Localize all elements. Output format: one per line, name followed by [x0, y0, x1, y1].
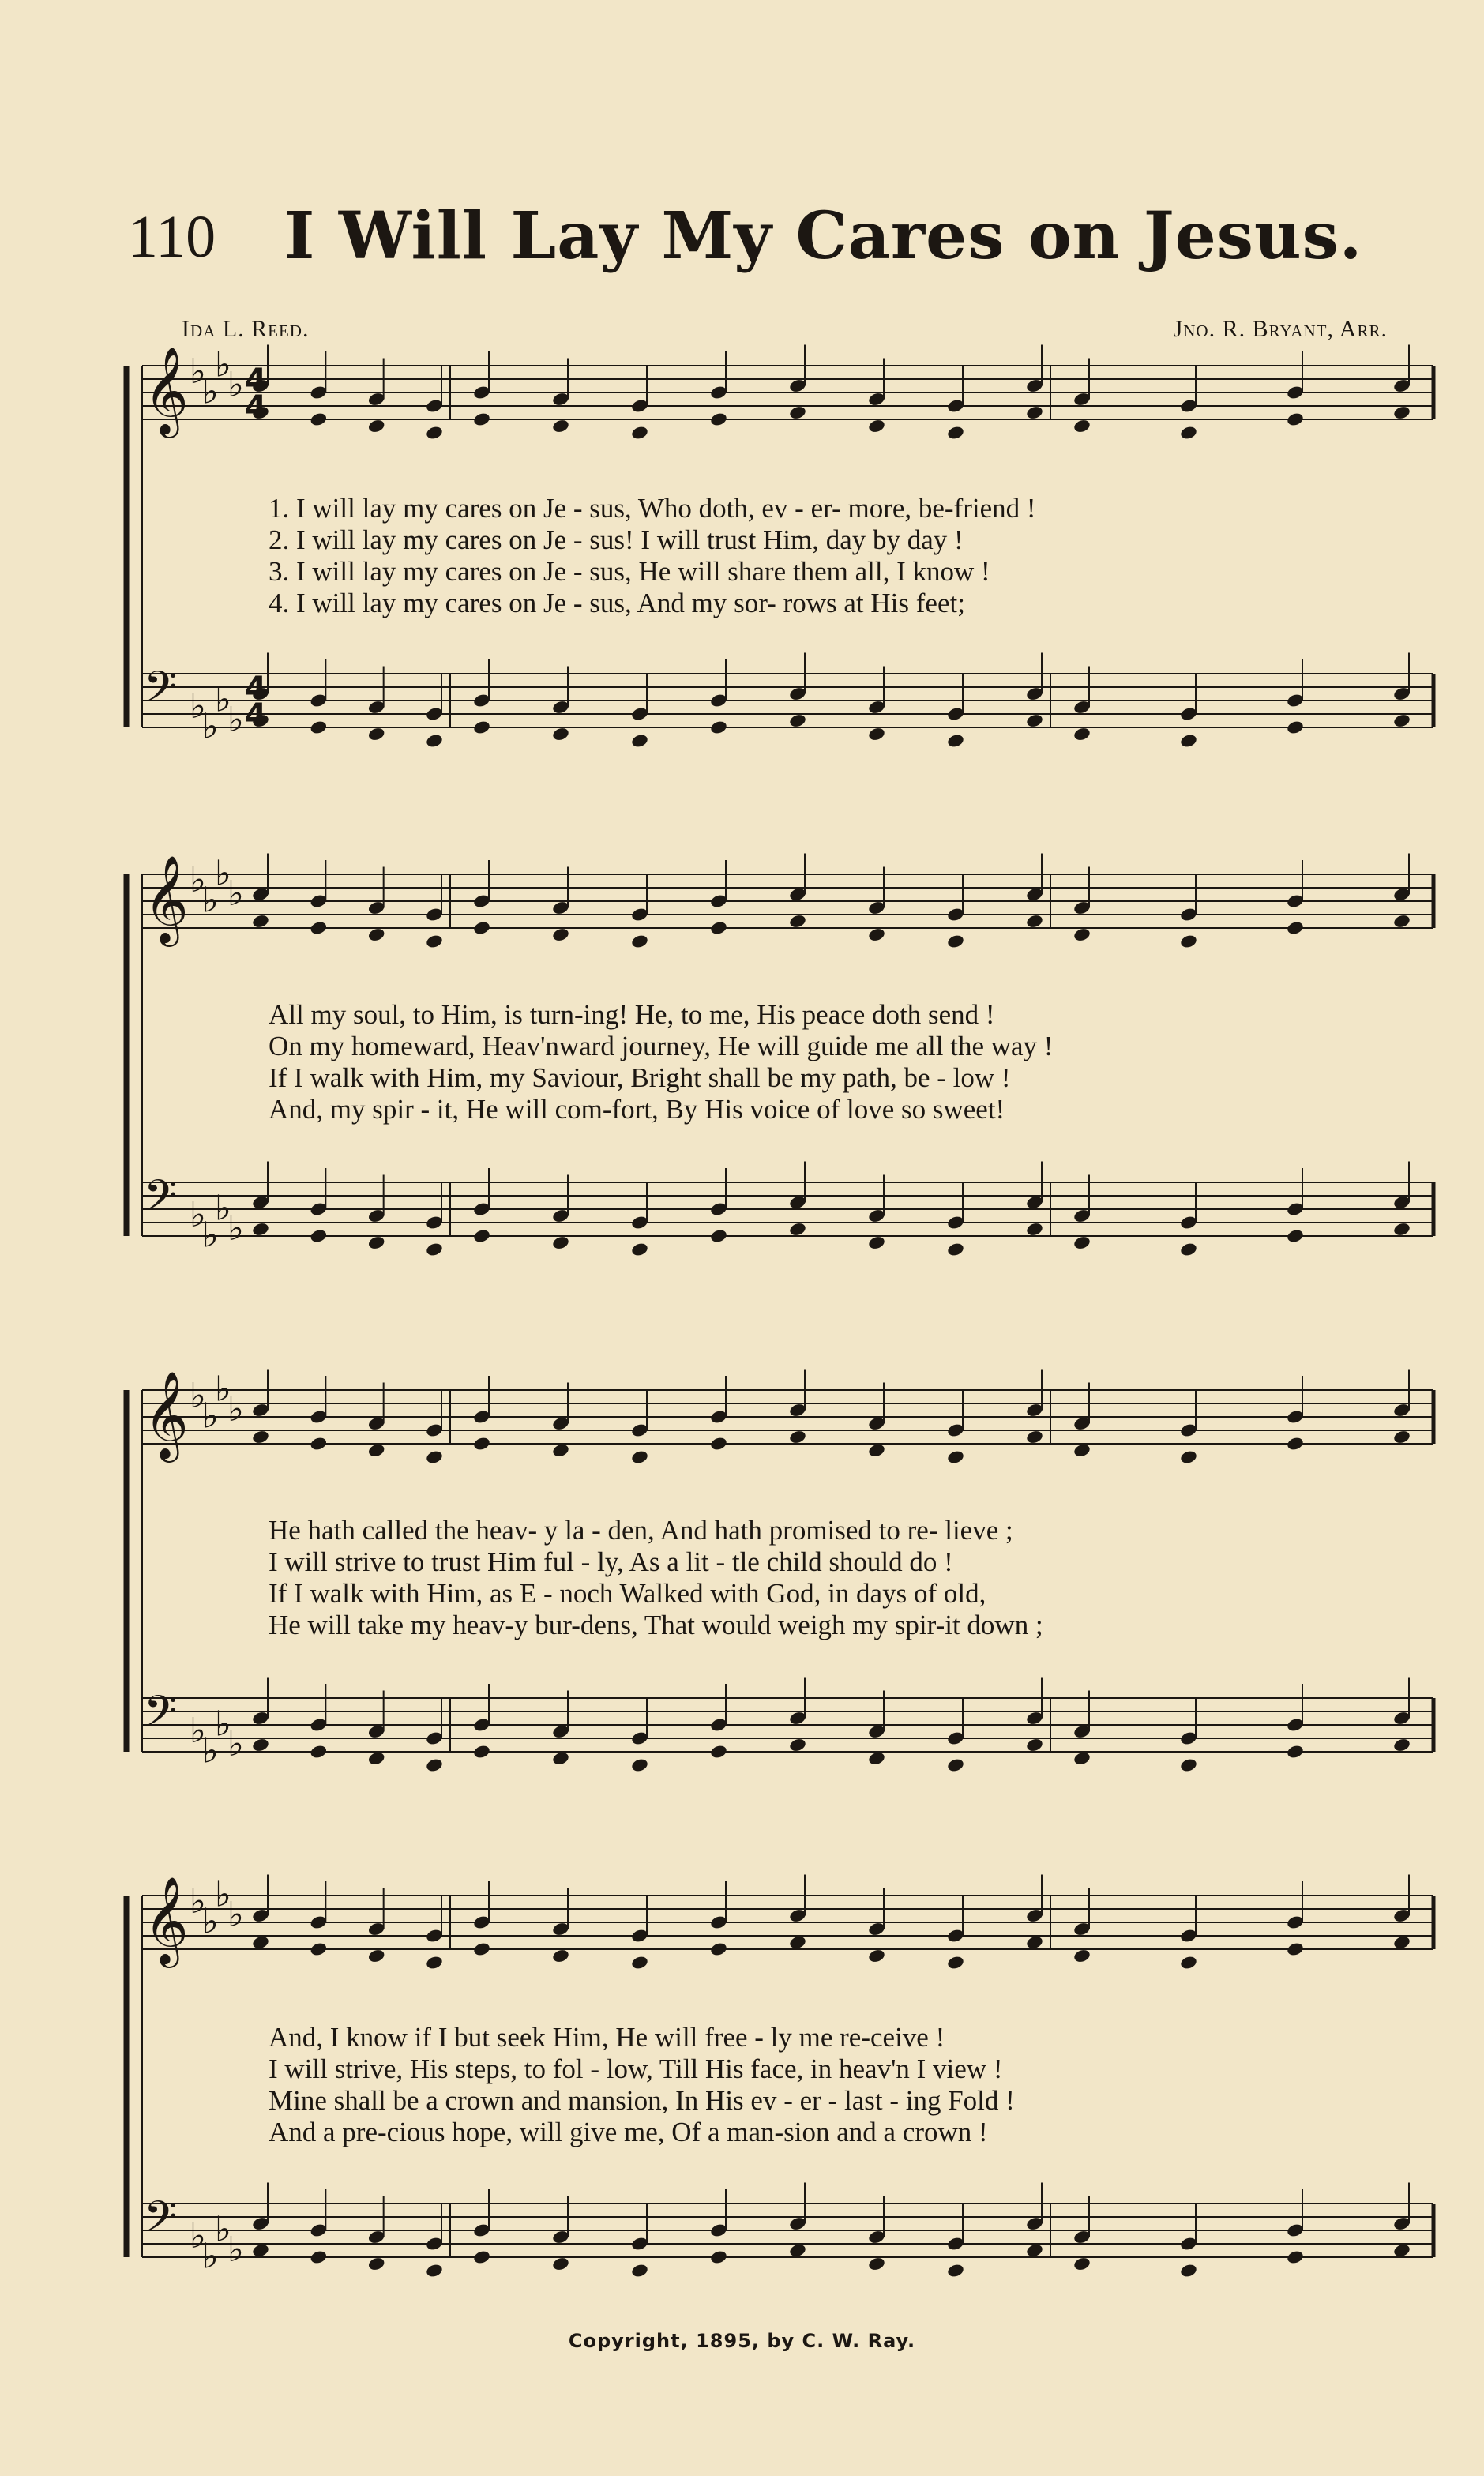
note-head — [946, 1242, 965, 1257]
flat-icon: ♭ — [202, 880, 219, 921]
note-head — [1392, 1430, 1411, 1445]
treble-clef-icon: 𝄞 — [144, 1370, 189, 1459]
note-head — [551, 927, 570, 943]
flat-icon: ♭ — [190, 1881, 206, 1922]
note-head — [709, 920, 728, 936]
flat-icon: ♭ — [202, 1396, 219, 1437]
note-head — [1179, 1757, 1198, 1773]
bass-clef-icon: 𝄢 — [144, 662, 178, 723]
note-head — [551, 1235, 570, 1251]
note-head — [788, 713, 807, 729]
note-head — [1025, 1430, 1044, 1445]
author-credit: Ida L. Reed. — [182, 316, 310, 342]
note-head — [367, 1443, 386, 1459]
flat-icon: ♭ — [202, 2236, 219, 2277]
note-head — [310, 920, 329, 936]
lyric-line: He hath called the heav- y la - den, And hath promised to re- lieve ; — [269, 1515, 1013, 1546]
lyric-line: On my homeward, Heav'nward journey, He will guide me all the way ! — [269, 1031, 1054, 1061]
note-head — [709, 1744, 728, 1760]
note-head — [425, 1757, 444, 1773]
note-head — [1179, 2263, 1198, 2279]
note-head — [310, 1228, 329, 1244]
hymn-title: I Will Lay My Cares on Jesus. — [284, 198, 1363, 274]
treble-clef-icon: 𝄞 — [144, 855, 189, 943]
note-head — [425, 733, 444, 749]
flat-icon: ♭ — [227, 1724, 244, 1764]
note-head — [1286, 2249, 1305, 2265]
note-head — [551, 727, 570, 742]
note-head — [251, 1935, 270, 1951]
note-head — [1286, 1228, 1305, 1244]
note-head — [1025, 1222, 1044, 1238]
note-head — [551, 1751, 570, 1767]
note-head — [251, 914, 270, 930]
note-head — [1392, 2243, 1411, 2259]
note-head — [867, 2256, 886, 2272]
flat-icon: ♭ — [215, 344, 231, 385]
note-head — [472, 411, 491, 427]
note-head — [1179, 934, 1198, 949]
note-head — [867, 419, 886, 434]
flat-icon: ♭ — [215, 2209, 231, 2250]
flat-icon: ♭ — [202, 706, 219, 747]
note-head — [709, 1228, 728, 1244]
note-head — [1025, 1935, 1044, 1951]
note-head — [1025, 713, 1044, 729]
note-head — [867, 927, 886, 943]
note-head — [709, 1941, 728, 1957]
note-head — [367, 2256, 386, 2272]
note-head — [551, 1443, 570, 1459]
note-head — [1179, 425, 1198, 441]
note-head — [709, 1436, 728, 1452]
lyric-line: 3. I will lay my cares on Je - sus, He will share them all, I know ! — [269, 556, 990, 587]
note-head — [251, 1738, 270, 1753]
note-head — [630, 1449, 649, 1465]
note-head — [367, 1751, 386, 1767]
lyric-line: 2. I will lay my cares on Je - sus! I will trust Him, day by day ! — [269, 524, 964, 555]
note-head — [472, 920, 491, 936]
note-head — [788, 1222, 807, 1238]
note-head — [1392, 1935, 1411, 1951]
copyright-notice: Copyright, 1895, by C. W. Ray. — [568, 2330, 916, 2352]
note-head — [1392, 405, 1411, 421]
flat-icon: ♭ — [190, 860, 206, 900]
note-head — [472, 1744, 491, 1760]
lyric-line: He will take my heav-y bur-dens, That would weigh my spir-it down ; — [269, 1610, 1043, 1640]
flat-icon: ♭ — [215, 1704, 231, 1745]
note-head — [425, 934, 444, 949]
note-head — [425, 425, 444, 441]
flat-icon: ♭ — [202, 1730, 219, 1772]
note-head — [1073, 2256, 1091, 2272]
note-head — [310, 411, 329, 427]
note-head — [1286, 920, 1305, 936]
note-head — [1073, 1751, 1091, 1767]
flat-icon: ♭ — [190, 2216, 206, 2256]
flat-icon: ♭ — [215, 853, 231, 894]
note-head — [310, 1744, 329, 1760]
note-head — [867, 1948, 886, 1964]
note-head — [1179, 733, 1198, 749]
note-head — [367, 1948, 386, 1964]
note-head — [788, 1738, 807, 1753]
note-head — [946, 1757, 965, 1773]
note-head — [788, 1430, 807, 1445]
flat-icon: ♭ — [227, 700, 244, 740]
note-head — [472, 2249, 491, 2265]
note-head — [867, 1443, 886, 1459]
bass-clef-icon: 𝄢 — [144, 1170, 178, 1231]
note-head — [788, 1935, 807, 1951]
flat-icon: ♭ — [227, 2230, 244, 2270]
time-signature-bottom: 4 — [245, 697, 267, 734]
flat-icon: ♭ — [227, 1208, 244, 1249]
note-head — [1025, 914, 1044, 930]
note-head — [425, 1955, 444, 1971]
lyric-line: 1. I will lay my cares on Je - sus, Who doth, ev - er- more, be-friend ! — [269, 493, 1036, 524]
note-head — [1179, 1242, 1198, 1257]
flat-icon: ♭ — [227, 1389, 244, 1430]
note-head — [310, 1941, 329, 1957]
note-head — [251, 1430, 270, 1445]
note-head — [1073, 927, 1091, 943]
flat-icon: ♭ — [202, 1215, 219, 1256]
note-head — [1073, 727, 1091, 742]
note-head — [630, 425, 649, 441]
note-head — [551, 419, 570, 434]
note-head — [946, 425, 965, 441]
flat-icon: ♭ — [227, 365, 244, 405]
note-head — [551, 2256, 570, 2272]
arranger-credit: Jno. R. Bryant, Arr. — [1173, 316, 1388, 342]
treble-clef-icon: 𝄞 — [144, 346, 189, 434]
note-head — [709, 2249, 728, 2265]
note-head — [472, 720, 491, 735]
note-head — [425, 2263, 444, 2279]
note-head — [946, 733, 965, 749]
flat-icon: ♭ — [190, 351, 206, 392]
flat-icon: ♭ — [227, 1895, 244, 1935]
note-head — [1286, 720, 1305, 735]
note-head — [1073, 1443, 1091, 1459]
note-head — [630, 934, 649, 949]
note-head — [472, 1228, 491, 1244]
note-head — [788, 2243, 807, 2259]
note-head — [310, 2249, 329, 2265]
note-head — [630, 1955, 649, 1971]
note-head — [867, 1235, 886, 1251]
flat-icon: ♭ — [215, 1369, 231, 1410]
time-signature-top: 4 — [245, 363, 267, 399]
note-head — [709, 720, 728, 735]
note-head — [1286, 1941, 1305, 1957]
note-head — [1179, 1955, 1198, 1971]
note-head — [425, 1242, 444, 1257]
note-head — [367, 927, 386, 943]
lyric-line: And a pre-cious hope, will give me, Of a man-sion and a crown ! — [269, 2117, 988, 2147]
note-head — [367, 419, 386, 434]
note-head — [946, 1449, 965, 1465]
note-head — [367, 727, 386, 742]
lyric-line: Mine shall be a crown and mansion, In His ev - er - last - ing Fold ! — [269, 2085, 1015, 2116]
flat-icon: ♭ — [215, 679, 231, 720]
flat-icon: ♭ — [190, 686, 206, 727]
note-head — [551, 1948, 570, 1964]
note-head — [310, 1436, 329, 1452]
note-head — [472, 1941, 491, 1957]
note-head — [251, 1222, 270, 1238]
note-head — [1025, 2243, 1044, 2259]
lyric-line: All my soul, to Him, is turn-ing! He, to me, His peace doth send ! — [269, 999, 995, 1030]
lyric-line: And, my spir - it, He will com-fort, By His voice of love so sweet! — [269, 1094, 1005, 1125]
note-head — [1025, 1738, 1044, 1753]
note-head — [788, 405, 807, 421]
note-head — [1286, 411, 1305, 427]
note-head — [1025, 405, 1044, 421]
note-head — [788, 914, 807, 930]
note-head — [310, 720, 329, 735]
note-head — [1286, 1436, 1305, 1452]
note-head — [1392, 713, 1411, 729]
flat-icon: ♭ — [202, 1901, 219, 1942]
hymn-number: 110 — [128, 204, 216, 270]
note-head — [946, 1955, 965, 1971]
note-head — [630, 2263, 649, 2279]
bass-clef-icon: 𝄢 — [144, 1686, 178, 1747]
note-head — [1073, 1948, 1091, 1964]
flat-icon: ♭ — [215, 1188, 231, 1229]
treble-clef-icon: 𝄞 — [144, 1876, 189, 1964]
flat-icon: ♭ — [190, 1711, 206, 1751]
bass-clef-icon: 𝄢 — [144, 2192, 178, 2252]
note-head — [946, 934, 965, 949]
flat-icon: ♭ — [202, 371, 219, 412]
lyric-line: If I walk with Him, my Saviour, Bright shall be my path, be - low ! — [269, 1062, 1011, 1093]
note-head — [709, 411, 728, 427]
lyric-line: 4. I will lay my cares on Je - sus, And my sor- rows at His feet; — [269, 588, 965, 618]
note-head — [472, 1436, 491, 1452]
note-head — [630, 733, 649, 749]
flat-icon: ♭ — [215, 1874, 231, 1915]
lyric-line: If I walk with Him, as E - noch Walked with God, in days of old, — [269, 1578, 986, 1609]
note-head — [867, 1751, 886, 1767]
flat-icon: ♭ — [190, 1376, 206, 1416]
note-head — [425, 1449, 444, 1465]
note-head — [1392, 914, 1411, 930]
note-head — [367, 1235, 386, 1251]
lyric-line: And, I know if I but seek Him, He will free - ly me re-ceive ! — [269, 2022, 945, 2053]
note-head — [1286, 1744, 1305, 1760]
note-head — [1392, 1222, 1411, 1238]
time-signature-top: 4 — [245, 671, 267, 707]
note-head — [1073, 1235, 1091, 1251]
flat-icon: ♭ — [190, 1195, 206, 1235]
lyric-line: I will strive to trust Him ful - ly, As a lit - tle child should do ! — [269, 1546, 953, 1577]
note-head — [867, 727, 886, 742]
note-head — [630, 1242, 649, 1257]
lyric-line: I will strive, His steps, to fol - low, Till His face, in heav'n I view ! — [269, 2053, 1003, 2084]
time-signature-bottom: 4 — [245, 389, 267, 426]
note-head — [946, 2263, 965, 2279]
flat-icon: ♭ — [227, 874, 244, 914]
note-head — [1392, 1738, 1411, 1753]
note-head — [1073, 419, 1091, 434]
note-head — [251, 2243, 270, 2259]
note-head — [1179, 1449, 1198, 1465]
note-head — [630, 1757, 649, 1773]
